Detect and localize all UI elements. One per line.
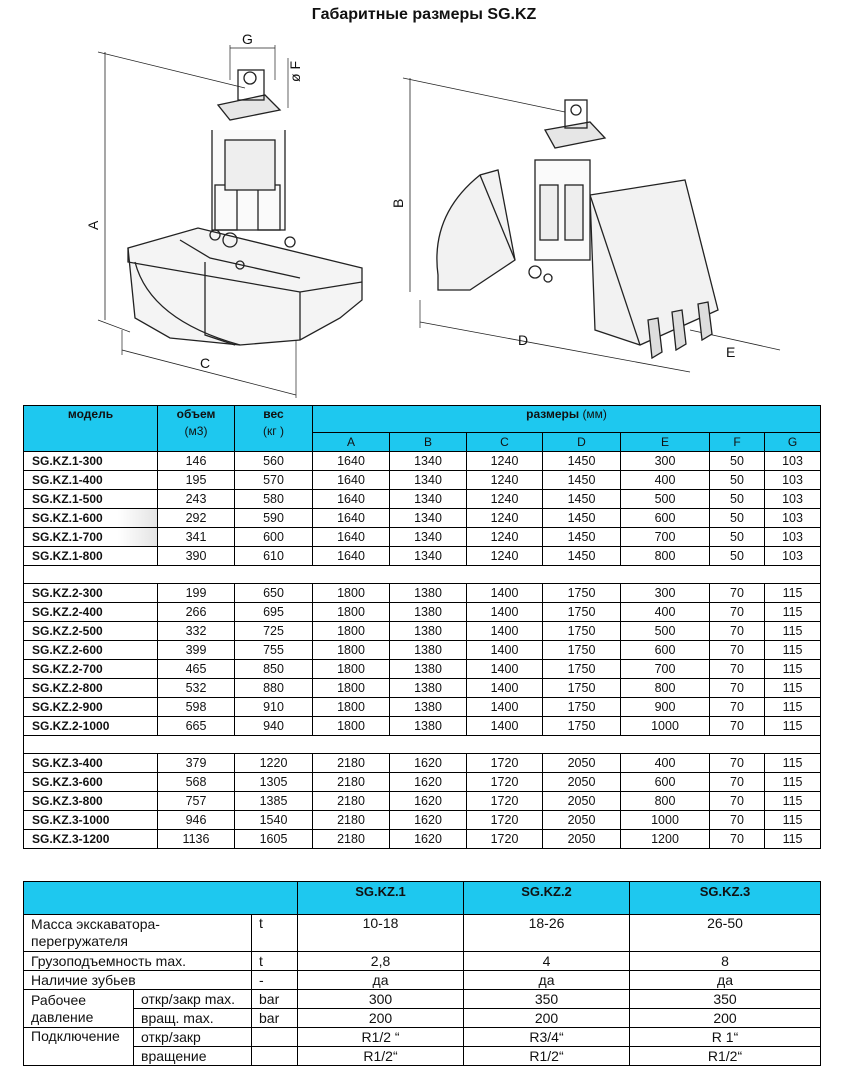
dim-label-e: E <box>726 344 736 360</box>
value-cell: 757 <box>158 792 235 811</box>
value-cell: 2050 <box>543 773 621 792</box>
model-cell: SG.KZ.2-700 <box>24 660 158 679</box>
row-conn-open <box>24 1028 821 1047</box>
value-cell: 1750 <box>543 660 621 679</box>
dim-label-b: B <box>390 198 406 208</box>
dim-label-g: G <box>242 31 253 47</box>
value-cell: 300 <box>621 584 710 603</box>
model-cell: SG.KZ.1-700 <box>24 528 158 547</box>
model-cell: SG.KZ.2-800 <box>24 679 158 698</box>
value-cell: 332 <box>158 622 235 641</box>
header-dim-g: G <box>765 433 821 452</box>
value-cell: 115 <box>765 622 821 641</box>
specs-col-3: SG.KZ.3 <box>630 882 821 915</box>
specs-header-blank <box>24 882 298 915</box>
value-cell: 1605 <box>235 830 313 849</box>
capacity-3: 8 <box>630 952 821 971</box>
model-cell: SG.KZ.2-500 <box>24 622 158 641</box>
value-cell: 695 <box>235 603 313 622</box>
value-cell: 1400 <box>467 717 543 736</box>
value-cell: 115 <box>765 773 821 792</box>
value-cell: 1640 <box>313 490 390 509</box>
model-cell: SG.KZ.3-800 <box>24 792 158 811</box>
value-cell: 500 <box>621 622 710 641</box>
value-cell: 70 <box>710 754 765 773</box>
value-cell: 2050 <box>543 811 621 830</box>
teeth-2: да <box>464 971 630 990</box>
value-cell: 600 <box>235 528 313 547</box>
dimensions-table-body <box>24 452 821 849</box>
value-cell: 115 <box>765 811 821 830</box>
value-cell: 70 <box>710 603 765 622</box>
value-cell: 2050 <box>543 754 621 773</box>
value-cell: 1720 <box>467 811 543 830</box>
capacity-1: 2,8 <box>298 952 464 971</box>
capacity-2: 4 <box>464 952 630 971</box>
value-cell: 1720 <box>467 830 543 849</box>
value-cell: 50 <box>710 547 765 566</box>
value-cell: 800 <box>621 547 710 566</box>
label-pressure: Рабочее давление <box>24 990 134 1028</box>
model-cell: SG.KZ.3-600 <box>24 773 158 792</box>
value-cell: 1720 <box>467 754 543 773</box>
table-row <box>24 490 821 509</box>
value-cell: 600 <box>621 773 710 792</box>
specs-col-2: SG.KZ.2 <box>464 882 630 915</box>
pressure-open-2: 350 <box>464 990 630 1009</box>
header-dim-e: E <box>621 433 710 452</box>
value-cell: 1340 <box>390 528 467 547</box>
value-cell: 1450 <box>543 471 621 490</box>
value-cell: 1640 <box>313 528 390 547</box>
model-cell: SG.KZ.3-1000 <box>24 811 158 830</box>
model-cell: SG.KZ.1-300 <box>24 452 158 471</box>
pressure-open-1: 300 <box>298 990 464 1009</box>
value-cell: 560 <box>235 452 313 471</box>
model-cell: SG.KZ.1-800 <box>24 547 158 566</box>
table-row <box>24 509 821 528</box>
conn-open-1: R1/2 “ <box>298 1028 464 1047</box>
value-cell: 70 <box>710 830 765 849</box>
value-cell: 1240 <box>467 509 543 528</box>
value-cell: 570 <box>235 471 313 490</box>
value-cell: 1380 <box>390 603 467 622</box>
value-cell: 1540 <box>235 811 313 830</box>
table-row <box>24 622 821 641</box>
grab-bucket-drawing <box>0 0 848 400</box>
unit-mass: t <box>252 915 298 952</box>
value-cell: 610 <box>235 547 313 566</box>
table-row <box>24 811 821 830</box>
value-cell: 1340 <box>390 547 467 566</box>
separator-cell <box>24 566 821 584</box>
value-cell: 1450 <box>543 547 621 566</box>
table-row <box>24 830 821 849</box>
header-volume-unit: (м3) <box>184 424 208 438</box>
value-cell: 600 <box>621 509 710 528</box>
specs-table <box>23 881 821 1066</box>
value-cell: 1400 <box>467 698 543 717</box>
row-pressure-rot <box>24 1009 821 1028</box>
value-cell: 1450 <box>543 452 621 471</box>
header-dim-f: F <box>710 433 765 452</box>
row-mass <box>24 915 821 952</box>
conn-rot-2: R1/2“ <box>464 1047 630 1066</box>
value-cell: 50 <box>710 528 765 547</box>
dimensions-table <box>23 405 821 849</box>
table-row <box>24 698 821 717</box>
specs-col-1: SG.KZ.1 <box>298 882 464 915</box>
table-row <box>24 452 821 471</box>
value-cell: 1380 <box>390 584 467 603</box>
value-cell: 1720 <box>467 773 543 792</box>
header-weight <box>235 406 313 452</box>
dim-label-c: C <box>200 355 211 371</box>
value-cell: 1620 <box>390 792 467 811</box>
label-connection: Подключение <box>24 1028 134 1066</box>
value-cell: 266 <box>158 603 235 622</box>
conn-rot-3: R1/2“ <box>630 1047 821 1066</box>
value-cell: 115 <box>765 679 821 698</box>
conn-rot-1: R1/2“ <box>298 1047 464 1066</box>
value-cell: 1136 <box>158 830 235 849</box>
value-cell: 243 <box>158 490 235 509</box>
value-cell: 1800 <box>313 679 390 698</box>
header-volume <box>158 406 235 452</box>
value-cell: 115 <box>765 641 821 660</box>
value-cell: 115 <box>765 584 821 603</box>
value-cell: 700 <box>621 660 710 679</box>
value-cell: 195 <box>158 471 235 490</box>
value-cell: 70 <box>710 679 765 698</box>
value-cell: 50 <box>710 471 765 490</box>
separator-cell <box>24 736 821 754</box>
value-cell: 70 <box>710 773 765 792</box>
value-cell: 70 <box>710 698 765 717</box>
value-cell: 700 <box>621 528 710 547</box>
group-separator <box>24 736 821 754</box>
label-conn-open: откр/закр <box>134 1028 252 1047</box>
value-cell: 880 <box>235 679 313 698</box>
unit-pressure-open: bar <box>252 990 298 1009</box>
value-cell: 103 <box>765 547 821 566</box>
value-cell: 1800 <box>313 698 390 717</box>
model-cell: SG.KZ.1-500 <box>24 490 158 509</box>
value-cell: 292 <box>158 509 235 528</box>
mass-3: 26-50 <box>630 915 821 952</box>
value-cell: 1240 <box>467 490 543 509</box>
value-cell: 199 <box>158 584 235 603</box>
mass-1: 10-18 <box>298 915 464 952</box>
value-cell: 1640 <box>313 547 390 566</box>
model-cell: SG.KZ.2-600 <box>24 641 158 660</box>
value-cell: 1380 <box>390 698 467 717</box>
value-cell: 1450 <box>543 528 621 547</box>
left-view-drawing <box>98 45 362 398</box>
table-row <box>24 773 821 792</box>
value-cell: 2180 <box>313 754 390 773</box>
pressure-rot-3: 200 <box>630 1009 821 1028</box>
value-cell: 103 <box>765 509 821 528</box>
table-row <box>24 547 821 566</box>
value-cell: 1380 <box>390 660 467 679</box>
value-cell: 650 <box>235 584 313 603</box>
value-cell: 1240 <box>467 528 543 547</box>
value-cell: 1305 <box>235 773 313 792</box>
value-cell: 1450 <box>543 490 621 509</box>
value-cell: 115 <box>765 717 821 736</box>
value-cell: 1400 <box>467 660 543 679</box>
model-cell: SG.KZ.3-1200 <box>24 830 158 849</box>
mass-2: 18-26 <box>464 915 630 952</box>
value-cell: 103 <box>765 528 821 547</box>
table-row <box>24 471 821 490</box>
value-cell: 1400 <box>467 584 543 603</box>
value-cell: 568 <box>158 773 235 792</box>
pressure-rot-1: 200 <box>298 1009 464 1028</box>
value-cell: 580 <box>235 490 313 509</box>
value-cell: 1620 <box>390 754 467 773</box>
value-cell: 1380 <box>390 717 467 736</box>
value-cell: 1380 <box>390 622 467 641</box>
value-cell: 532 <box>158 679 235 698</box>
value-cell: 1750 <box>543 603 621 622</box>
value-cell: 115 <box>765 754 821 773</box>
value-cell: 1800 <box>313 603 390 622</box>
value-cell: 1400 <box>467 641 543 660</box>
value-cell: 725 <box>235 622 313 641</box>
unit-capacity: t <box>252 952 298 971</box>
value-cell: 1640 <box>313 452 390 471</box>
value-cell: 1380 <box>390 641 467 660</box>
value-cell: 590 <box>235 509 313 528</box>
value-cell: 390 <box>158 547 235 566</box>
unit-teeth: - <box>252 971 298 990</box>
header-dim-c: C <box>467 433 543 452</box>
value-cell: 379 <box>158 754 235 773</box>
value-cell: 1750 <box>543 584 621 603</box>
header-dim-a: A <box>313 433 390 452</box>
value-cell: 70 <box>710 811 765 830</box>
table-row <box>24 717 821 736</box>
table-row <box>24 528 821 547</box>
conn-open-2: R3/4“ <box>464 1028 630 1047</box>
value-cell: 465 <box>158 660 235 679</box>
header-dim-d: D <box>543 433 621 452</box>
value-cell: 400 <box>621 471 710 490</box>
page-title: Габаритные размеры SG.KZ <box>311 6 537 23</box>
value-cell: 1750 <box>543 698 621 717</box>
value-cell: 1800 <box>313 622 390 641</box>
value-cell: 1400 <box>467 603 543 622</box>
value-cell: 1640 <box>313 509 390 528</box>
value-cell: 300 <box>621 452 710 471</box>
value-cell: 1340 <box>390 490 467 509</box>
value-cell: 2050 <box>543 792 621 811</box>
value-cell: 1000 <box>621 717 710 736</box>
value-cell: 600 <box>621 641 710 660</box>
value-cell: 1750 <box>543 679 621 698</box>
value-cell: 1620 <box>390 830 467 849</box>
value-cell: 70 <box>710 641 765 660</box>
table-row <box>24 679 821 698</box>
model-cell: SG.KZ.1-400 <box>24 471 158 490</box>
label-mass: Масса экскаватора-перегружателя <box>24 915 252 952</box>
value-cell: 50 <box>710 490 765 509</box>
model-cell: SG.KZ.3-400 <box>24 754 158 773</box>
value-cell: 115 <box>765 698 821 717</box>
dim-label-f: ø F <box>287 61 303 82</box>
value-cell: 1200 <box>621 830 710 849</box>
value-cell: 1750 <box>543 717 621 736</box>
value-cell: 1800 <box>313 660 390 679</box>
value-cell: 500 <box>621 490 710 509</box>
unit-conn-open <box>252 1028 298 1047</box>
value-cell: 1640 <box>313 471 390 490</box>
value-cell: 103 <box>765 452 821 471</box>
model-cell: SG.KZ.2-1000 <box>24 717 158 736</box>
row-pressure-open <box>24 990 821 1009</box>
value-cell: 800 <box>621 792 710 811</box>
unit-pressure-rot: bar <box>252 1009 298 1028</box>
label-pressure-rot: вращ. max. <box>134 1009 252 1028</box>
value-cell: 946 <box>158 811 235 830</box>
value-cell: 115 <box>765 792 821 811</box>
value-cell: 1340 <box>390 471 467 490</box>
value-cell: 115 <box>765 660 821 679</box>
header-dimensions <box>313 406 821 433</box>
table-row <box>24 584 821 603</box>
value-cell: 103 <box>765 490 821 509</box>
value-cell: 598 <box>158 698 235 717</box>
row-capacity <box>24 952 821 971</box>
label-capacity: Грузоподъемность max. <box>24 952 252 971</box>
conn-open-3: R 1“ <box>630 1028 821 1047</box>
table-row <box>24 603 821 622</box>
group-separator <box>24 566 821 584</box>
dim-label-d: D <box>518 332 529 348</box>
right-view-drawing <box>403 78 780 372</box>
table-row <box>24 754 821 773</box>
value-cell: 400 <box>621 603 710 622</box>
value-cell: 800 <box>621 679 710 698</box>
table-row <box>24 660 821 679</box>
value-cell: 2180 <box>313 811 390 830</box>
value-cell: 1385 <box>235 792 313 811</box>
value-cell: 2180 <box>313 830 390 849</box>
value-cell: 70 <box>710 584 765 603</box>
value-cell: 850 <box>235 660 313 679</box>
table-row <box>24 641 821 660</box>
value-cell: 2180 <box>313 773 390 792</box>
teeth-3: да <box>630 971 821 990</box>
value-cell: 1750 <box>543 641 621 660</box>
model-cell: SG.KZ.2-900 <box>24 698 158 717</box>
pressure-open-3: 350 <box>630 990 821 1009</box>
value-cell: 115 <box>765 830 821 849</box>
value-cell: 70 <box>710 717 765 736</box>
value-cell: 940 <box>235 717 313 736</box>
value-cell: 1800 <box>313 717 390 736</box>
model-cell: SG.KZ.2-300 <box>24 584 158 603</box>
row-conn-rot <box>24 1047 821 1066</box>
value-cell: 115 <box>765 603 821 622</box>
table-row <box>24 792 821 811</box>
value-cell: 70 <box>710 660 765 679</box>
value-cell: 1400 <box>467 679 543 698</box>
value-cell: 1240 <box>467 547 543 566</box>
model-cell: SG.KZ.2-400 <box>24 603 158 622</box>
value-cell: 1720 <box>467 792 543 811</box>
pressure-rot-2: 200 <box>464 1009 630 1028</box>
value-cell: 665 <box>158 717 235 736</box>
value-cell: 1340 <box>390 452 467 471</box>
header-dim-b: B <box>390 433 467 452</box>
value-cell: 70 <box>710 622 765 641</box>
header-model: модель <box>24 406 158 452</box>
value-cell: 1240 <box>467 471 543 490</box>
value-cell: 1000 <box>621 811 710 830</box>
value-cell: 1220 <box>235 754 313 773</box>
header-dimensions-unit: (мм) <box>582 407 607 421</box>
value-cell: 1800 <box>313 584 390 603</box>
label-pressure-open: откр/закр max. <box>134 990 252 1009</box>
header-weight-unit: (кг ) <box>263 424 284 438</box>
value-cell: 70 <box>710 792 765 811</box>
value-cell: 1450 <box>543 509 621 528</box>
value-cell: 1400 <box>467 622 543 641</box>
value-cell: 1800 <box>313 641 390 660</box>
header-weight-label: вес <box>263 407 284 421</box>
label-conn-rot: вращение <box>134 1047 252 1066</box>
value-cell: 400 <box>621 754 710 773</box>
value-cell: 146 <box>158 452 235 471</box>
value-cell: 399 <box>158 641 235 660</box>
value-cell: 2050 <box>543 830 621 849</box>
value-cell: 103 <box>765 471 821 490</box>
header-volume-label: объем <box>176 407 216 421</box>
value-cell: 1620 <box>390 773 467 792</box>
value-cell: 50 <box>710 452 765 471</box>
header-dimensions-label: размеры <box>526 407 580 421</box>
value-cell: 910 <box>235 698 313 717</box>
value-cell: 50 <box>710 509 765 528</box>
label-teeth: Наличие зубьев <box>24 971 252 990</box>
value-cell: 341 <box>158 528 235 547</box>
value-cell: 1380 <box>390 679 467 698</box>
model-cell: SG.KZ.1-600 <box>24 509 158 528</box>
unit-conn-rot <box>252 1047 298 1066</box>
value-cell: 1240 <box>467 452 543 471</box>
value-cell: 1340 <box>390 509 467 528</box>
value-cell: 755 <box>235 641 313 660</box>
value-cell: 1620 <box>390 811 467 830</box>
dim-label-a: A <box>85 220 101 230</box>
teeth-1: да <box>298 971 464 990</box>
value-cell: 2180 <box>313 792 390 811</box>
value-cell: 1750 <box>543 622 621 641</box>
row-teeth <box>24 971 821 990</box>
value-cell: 900 <box>621 698 710 717</box>
